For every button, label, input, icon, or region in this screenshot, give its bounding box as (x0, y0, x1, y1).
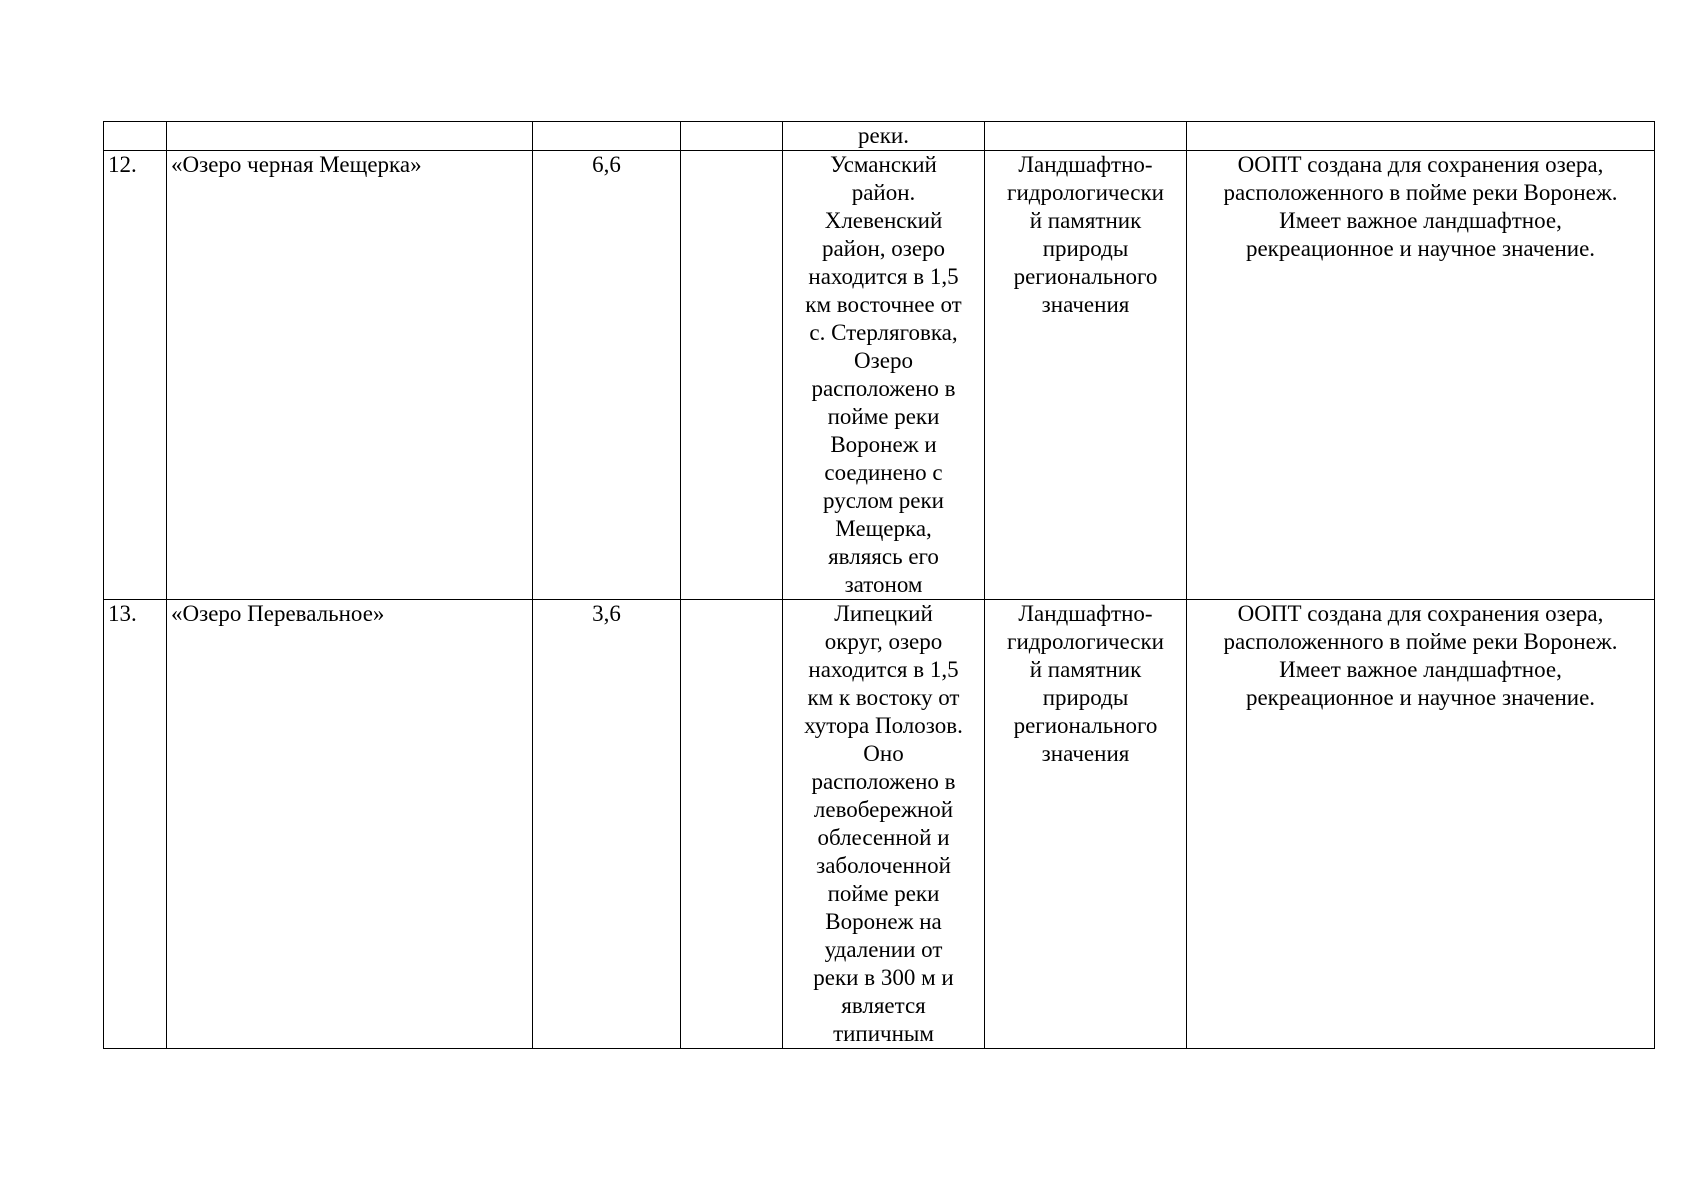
cell-location: Усманский район. Хлевенский район, озеро находится в 1,5 км восточнее от с. Стерляговка, Озеро расположено в пойме реки Воронеж и соединено с руслом реки Мещерка, являясь его затоном (783, 151, 985, 600)
cell-area: 6,6 (533, 151, 681, 600)
cell-area: 3,6 (533, 600, 681, 1049)
cell-category (985, 122, 1187, 151)
cell-area (533, 122, 681, 151)
cell-location: Липецкий округ, озеро находится в 1,5 км к востоку от хутора Полозов. Оно расположено в левобережной облесенной и заболоченной пойме реки Воронеж на удалении от реки в 300 м и является типичным (783, 600, 985, 1049)
cell-category: Ландшафтно- гидрологически й памятник природы регионального значения (985, 600, 1187, 1049)
table-row-continuation (104, 122, 1655, 151)
cell-number: 12. (104, 151, 167, 600)
cell-name: «Озеро черная Мещерка» (167, 151, 533, 600)
cell-empty (681, 151, 783, 600)
cell-name (167, 122, 533, 151)
cell-empty (681, 122, 783, 151)
cell-location: реки. (783, 122, 985, 151)
cell-empty (681, 600, 783, 1049)
cell-number: 13. (104, 600, 167, 1049)
protected-areas-table (103, 121, 1655, 1049)
cell-description: ООПТ создана для сохранения озера, расположенного в пойме реки Воронеж. Имеет важное ландшафтное, рекреационное и научное значение. (1187, 151, 1655, 600)
cell-category: Ландшафтно- гидрологически й памятник природы регионального значения (985, 151, 1187, 600)
table-row (104, 600, 1655, 1049)
cell-description: ООПТ создана для сохранения озера, расположенного в пойме реки Воронеж. Имеет важное ландшафтное, рекреационное и научное значение. (1187, 600, 1655, 1049)
cell-description (1187, 122, 1655, 151)
cell-name: «Озеро Перевальное» (167, 600, 533, 1049)
table-row (104, 151, 1655, 600)
cell-number (104, 122, 167, 151)
